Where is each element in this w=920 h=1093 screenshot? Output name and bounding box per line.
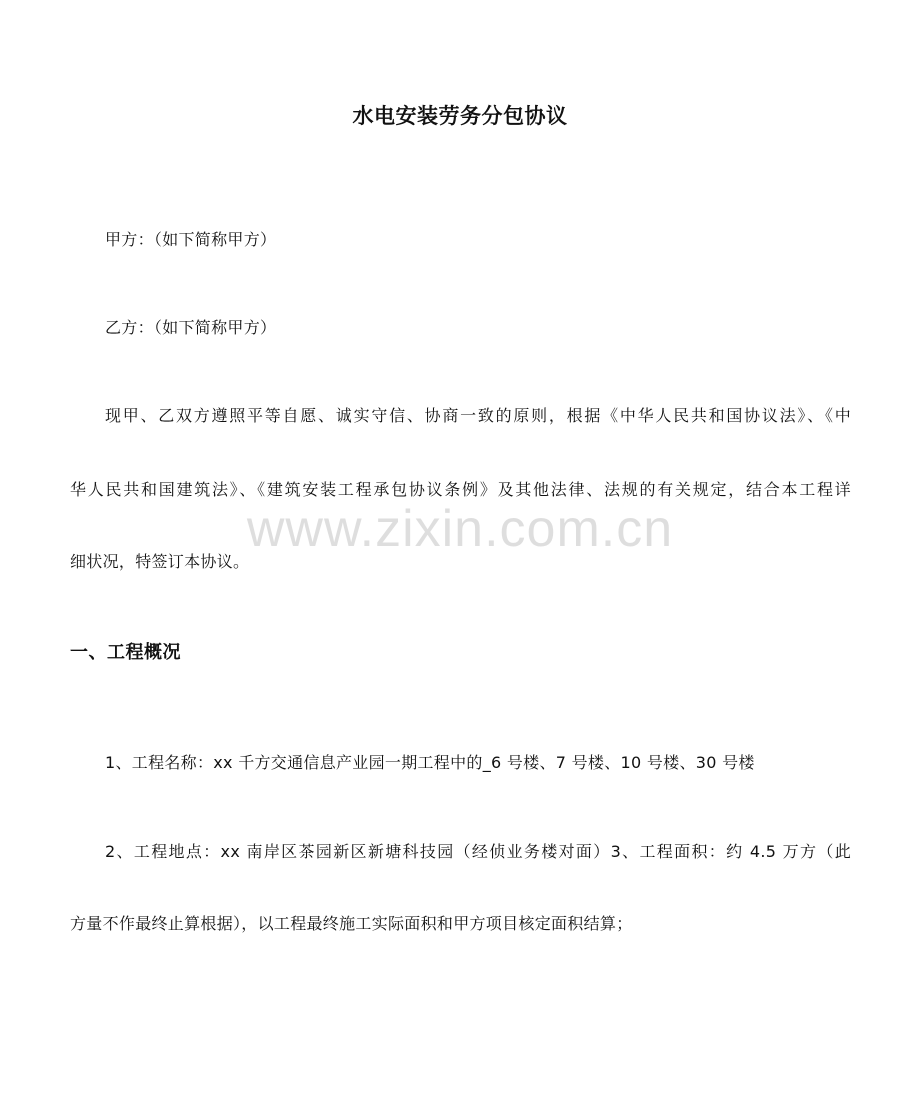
project-location-item-line-1: 2、工程地点：xx 南岸区茶园新区新塘科技园（经侦业务楼对面）3、工程面积：约 4.5 万方（此 [105, 842, 851, 861]
project-location-item-line-2: 方量不作最终止算根据），以工程最终施工实际面积和甲方项目核定面积结算； [70, 914, 633, 933]
section-heading: 一、工程概况 [70, 642, 181, 663]
project-name-item: 1、工程名称：xx 千方交通信息产业园一期工程中的_6 号楼、7 号楼、10 号楼、30 号楼 [105, 753, 755, 772]
party-a-line: 甲方：（如下简称甲方） [105, 230, 277, 249]
watermark: www.zixin.com.cn [246, 500, 674, 558]
preamble-line-3: 细状况，特签订本协议。 [70, 552, 250, 571]
party-b-line: 乙方：（如下简称甲方） [105, 318, 277, 337]
preamble-line-1: 现甲、乙双方遵照平等自愿、诚实守信、协商一致的原则，根据《中华人民共和国协议法》、《中 [105, 406, 851, 425]
preamble-line-2: 华人民共和国建筑法》、《建筑安装工程承包协议条例》及其他法律、法规的有关规定，结合本工程详 [70, 480, 851, 499]
document-title: 水电安装劳务分包协议 [352, 104, 568, 128]
